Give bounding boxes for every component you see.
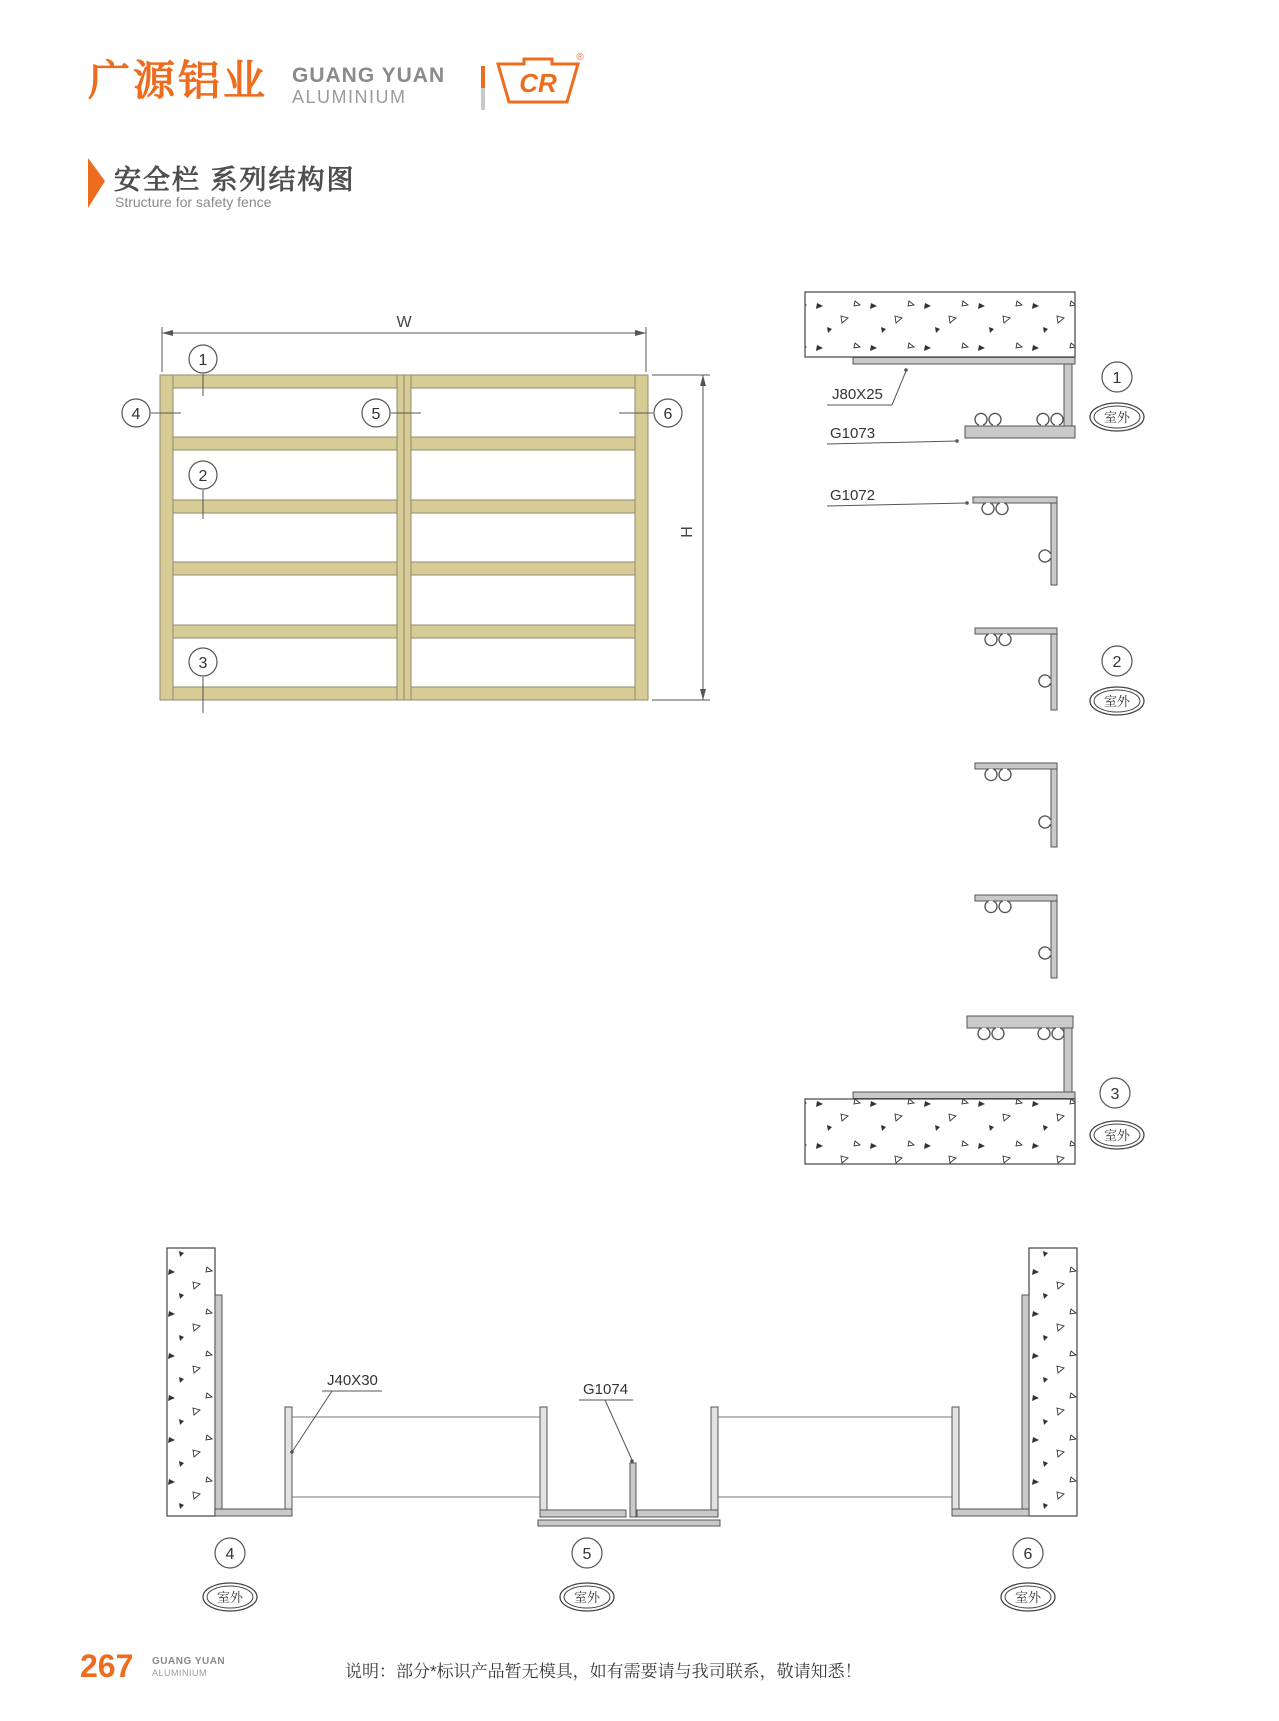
outdoor-label: 室外 bbox=[1103, 410, 1131, 425]
brand-name-en-line2: ALUMINIUM bbox=[292, 87, 407, 107]
page-number: 267 bbox=[80, 1648, 134, 1684]
logo-mark-text: CR bbox=[519, 68, 557, 98]
plan-middle-post bbox=[538, 1407, 720, 1526]
plan-section bbox=[167, 1248, 1077, 1611]
detail-section-3 bbox=[805, 1016, 1144, 1164]
label-g1074: G1074 bbox=[583, 1381, 629, 1398]
section-callout-1 bbox=[1090, 362, 1144, 431]
detail-section-2 bbox=[975, 628, 1144, 715]
footer-brand-line1: GUANG YUAN bbox=[152, 1656, 226, 1667]
page-title: 安全栏 系列结构图 bbox=[114, 165, 356, 195]
label-g1072: G1072 bbox=[830, 487, 876, 504]
outdoor-label: 室外 bbox=[216, 1590, 244, 1605]
registered-mark: ® bbox=[576, 52, 584, 63]
svg-text:2: 2 bbox=[1112, 654, 1122, 671]
page-subtitle: Structure for safety fence bbox=[115, 194, 272, 210]
detail-profile-repeat-2 bbox=[975, 895, 1057, 978]
outdoor-label: 室外 bbox=[1103, 1128, 1131, 1143]
width-dimension bbox=[162, 327, 646, 372]
svg-text:5: 5 bbox=[582, 1546, 592, 1563]
front-callout-6 bbox=[619, 399, 682, 427]
svg-text:4: 4 bbox=[131, 406, 141, 423]
front-callout-5 bbox=[362, 399, 421, 427]
svg-text:1: 1 bbox=[198, 352, 208, 369]
svg-text:4: 4 bbox=[225, 1546, 235, 1563]
brand-name-cn: 广源铝业 bbox=[88, 57, 269, 104]
width-label: W bbox=[396, 314, 412, 331]
plan-callout-5 bbox=[560, 1538, 614, 1611]
label-j40x30: J40X30 bbox=[327, 1372, 378, 1389]
outdoor-label: 室外 bbox=[1014, 1590, 1042, 1605]
footer-brand-line2: ALUMINIUM bbox=[152, 1668, 208, 1678]
svg-text:1: 1 bbox=[1112, 370, 1122, 387]
brand-name-en-line1: GUANG YUAN bbox=[292, 64, 446, 87]
label-g1073: G1073 bbox=[830, 425, 876, 442]
detail-profile-g1072 bbox=[827, 487, 1057, 585]
section-callout-2 bbox=[1090, 646, 1144, 715]
svg-text:3: 3 bbox=[198, 655, 208, 672]
plan-callout-6 bbox=[1001, 1538, 1055, 1611]
plan-callout-4 bbox=[203, 1538, 257, 1611]
footer-note: 说明：部分*标识产品暂无模具，如有需要请与我司联系，敬请知悉！ bbox=[345, 1662, 862, 1681]
fence-front-view bbox=[122, 314, 710, 713]
section-callout-3 bbox=[1090, 1078, 1144, 1149]
svg-text:3: 3 bbox=[1110, 1086, 1120, 1103]
detail-profile-repeat-1 bbox=[975, 763, 1057, 847]
outdoor-label: 室外 bbox=[573, 1590, 601, 1605]
height-label: H bbox=[679, 526, 696, 538]
svg-text:6: 6 bbox=[1023, 1546, 1033, 1563]
label-j80x25: J80X25 bbox=[832, 386, 883, 403]
svg-text:6: 6 bbox=[663, 406, 673, 423]
outdoor-label: 室外 bbox=[1103, 694, 1131, 709]
svg-text:2: 2 bbox=[198, 468, 208, 485]
svg-text:5: 5 bbox=[371, 406, 381, 423]
front-callout-3 bbox=[189, 648, 217, 713]
detail-section-1 bbox=[805, 292, 1144, 444]
